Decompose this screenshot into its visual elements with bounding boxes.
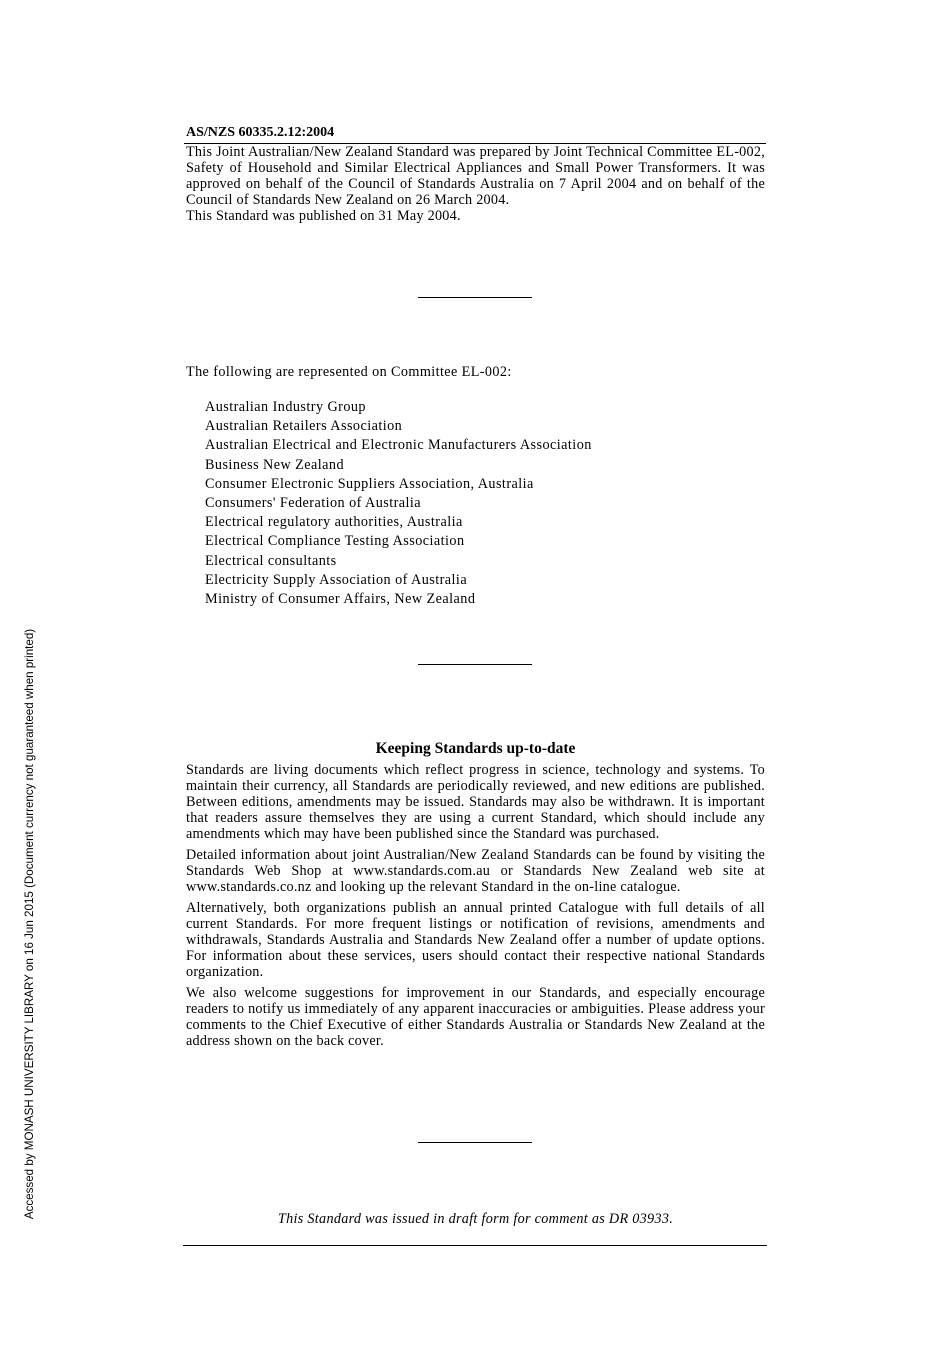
committee-member: Australian Retailers Association: [205, 418, 403, 435]
committee-member: Ministry of Consumer Affairs, New Zealand: [205, 591, 476, 608]
committee-member: Electrical regulatory authorities, Australia: [205, 514, 463, 531]
committee-member: Business New Zealand: [205, 456, 345, 473]
committee-member: Electrical consultants: [205, 552, 337, 569]
section-body: [186, 762, 765, 1054]
body-paragraph: Alternatively, both organizations publish an annual printed Catalogue with full details of all current Standards. For more frequent listings or notification of revisions, amendments and withdrawals, Standards Australia and Standards New Zealand offer a number of update options. For information about these services, users should contact their respective national Standards organization.: [186, 900, 765, 980]
committee-member: Australian Electrical and Electronic Manufacturers Association: [205, 437, 592, 454]
document-code: AS/NZS 60335.2.12:2004: [186, 125, 335, 140]
committee-member: Electrical Compliance Testing Association: [205, 533, 465, 550]
committee-intro: The following are represented on Committee EL-002:: [186, 364, 512, 380]
access-watermark-note: Accessed by MONASH UNIVERSITY LIBRARY on 16 Jun 2015 (Document currency not guaranteed when printed): [23, 628, 36, 1220]
section-heading: Keeping Standards up-to-date: [375, 740, 576, 757]
committee-member: Electricity Supply Association of Australia: [205, 571, 468, 588]
committee-member-list: [205, 398, 592, 609]
committee-member: Consumer Electronic Suppliers Association, Australia: [205, 475, 534, 492]
section-divider-3: [418, 1142, 532, 1143]
preparation-block: [186, 144, 765, 224]
footer-rule: [183, 1245, 767, 1246]
body-paragraph: Standards are living documents which reflect progress in science, technology and systems. To maintain their currency, all Standards are periodically reviewed, and new editions are published. Between editions, amendments may be issued. Standards may also be withdrawn. It is important that readers assure themselves they are using a current Standard, which should include any amendments which may have been published since the Standard was purchased.: [186, 762, 765, 842]
publication-date: This Standard was published on 31 May 2004.: [186, 208, 461, 224]
section-divider-1: [418, 297, 532, 298]
section-divider-2: [418, 664, 532, 665]
body-paragraph: We also welcome suggestions for improvement in our Standards, and especially encourage readers to notify us immediately of any apparent inaccuracies or ambiguities. Please address your comments to the Chief Executive of either Standards Australia or Standards New Zealand at the address shown on the back cover.: [186, 985, 765, 1049]
draft-note: This Standard was issued in draft form for comment as DR 03933.: [277, 1211, 674, 1227]
committee-member: Consumers' Federation of Australia: [205, 495, 422, 512]
preparation-paragraph: This Joint Australian/New Zealand Standard was prepared by Joint Technical Committee EL-002, Safety of Household and Similar Electrical Appliances and Small Power Transformers. It was approved on behalf of the Council of Standards Australia on 7 April 2004 and on behalf of the Council of Standards New Zealand on 26 March 2004.: [186, 144, 765, 208]
committee-member: Australian Industry Group: [205, 399, 366, 415]
body-paragraph: Detailed information about joint Australian/New Zealand Standards can be found by visiting the Standards Web Shop at www.standards.com.au or Standards New Zealand web site at www.standards.co.nz and looking up the relevant Standard in the on-line catalogue.: [186, 847, 765, 895]
